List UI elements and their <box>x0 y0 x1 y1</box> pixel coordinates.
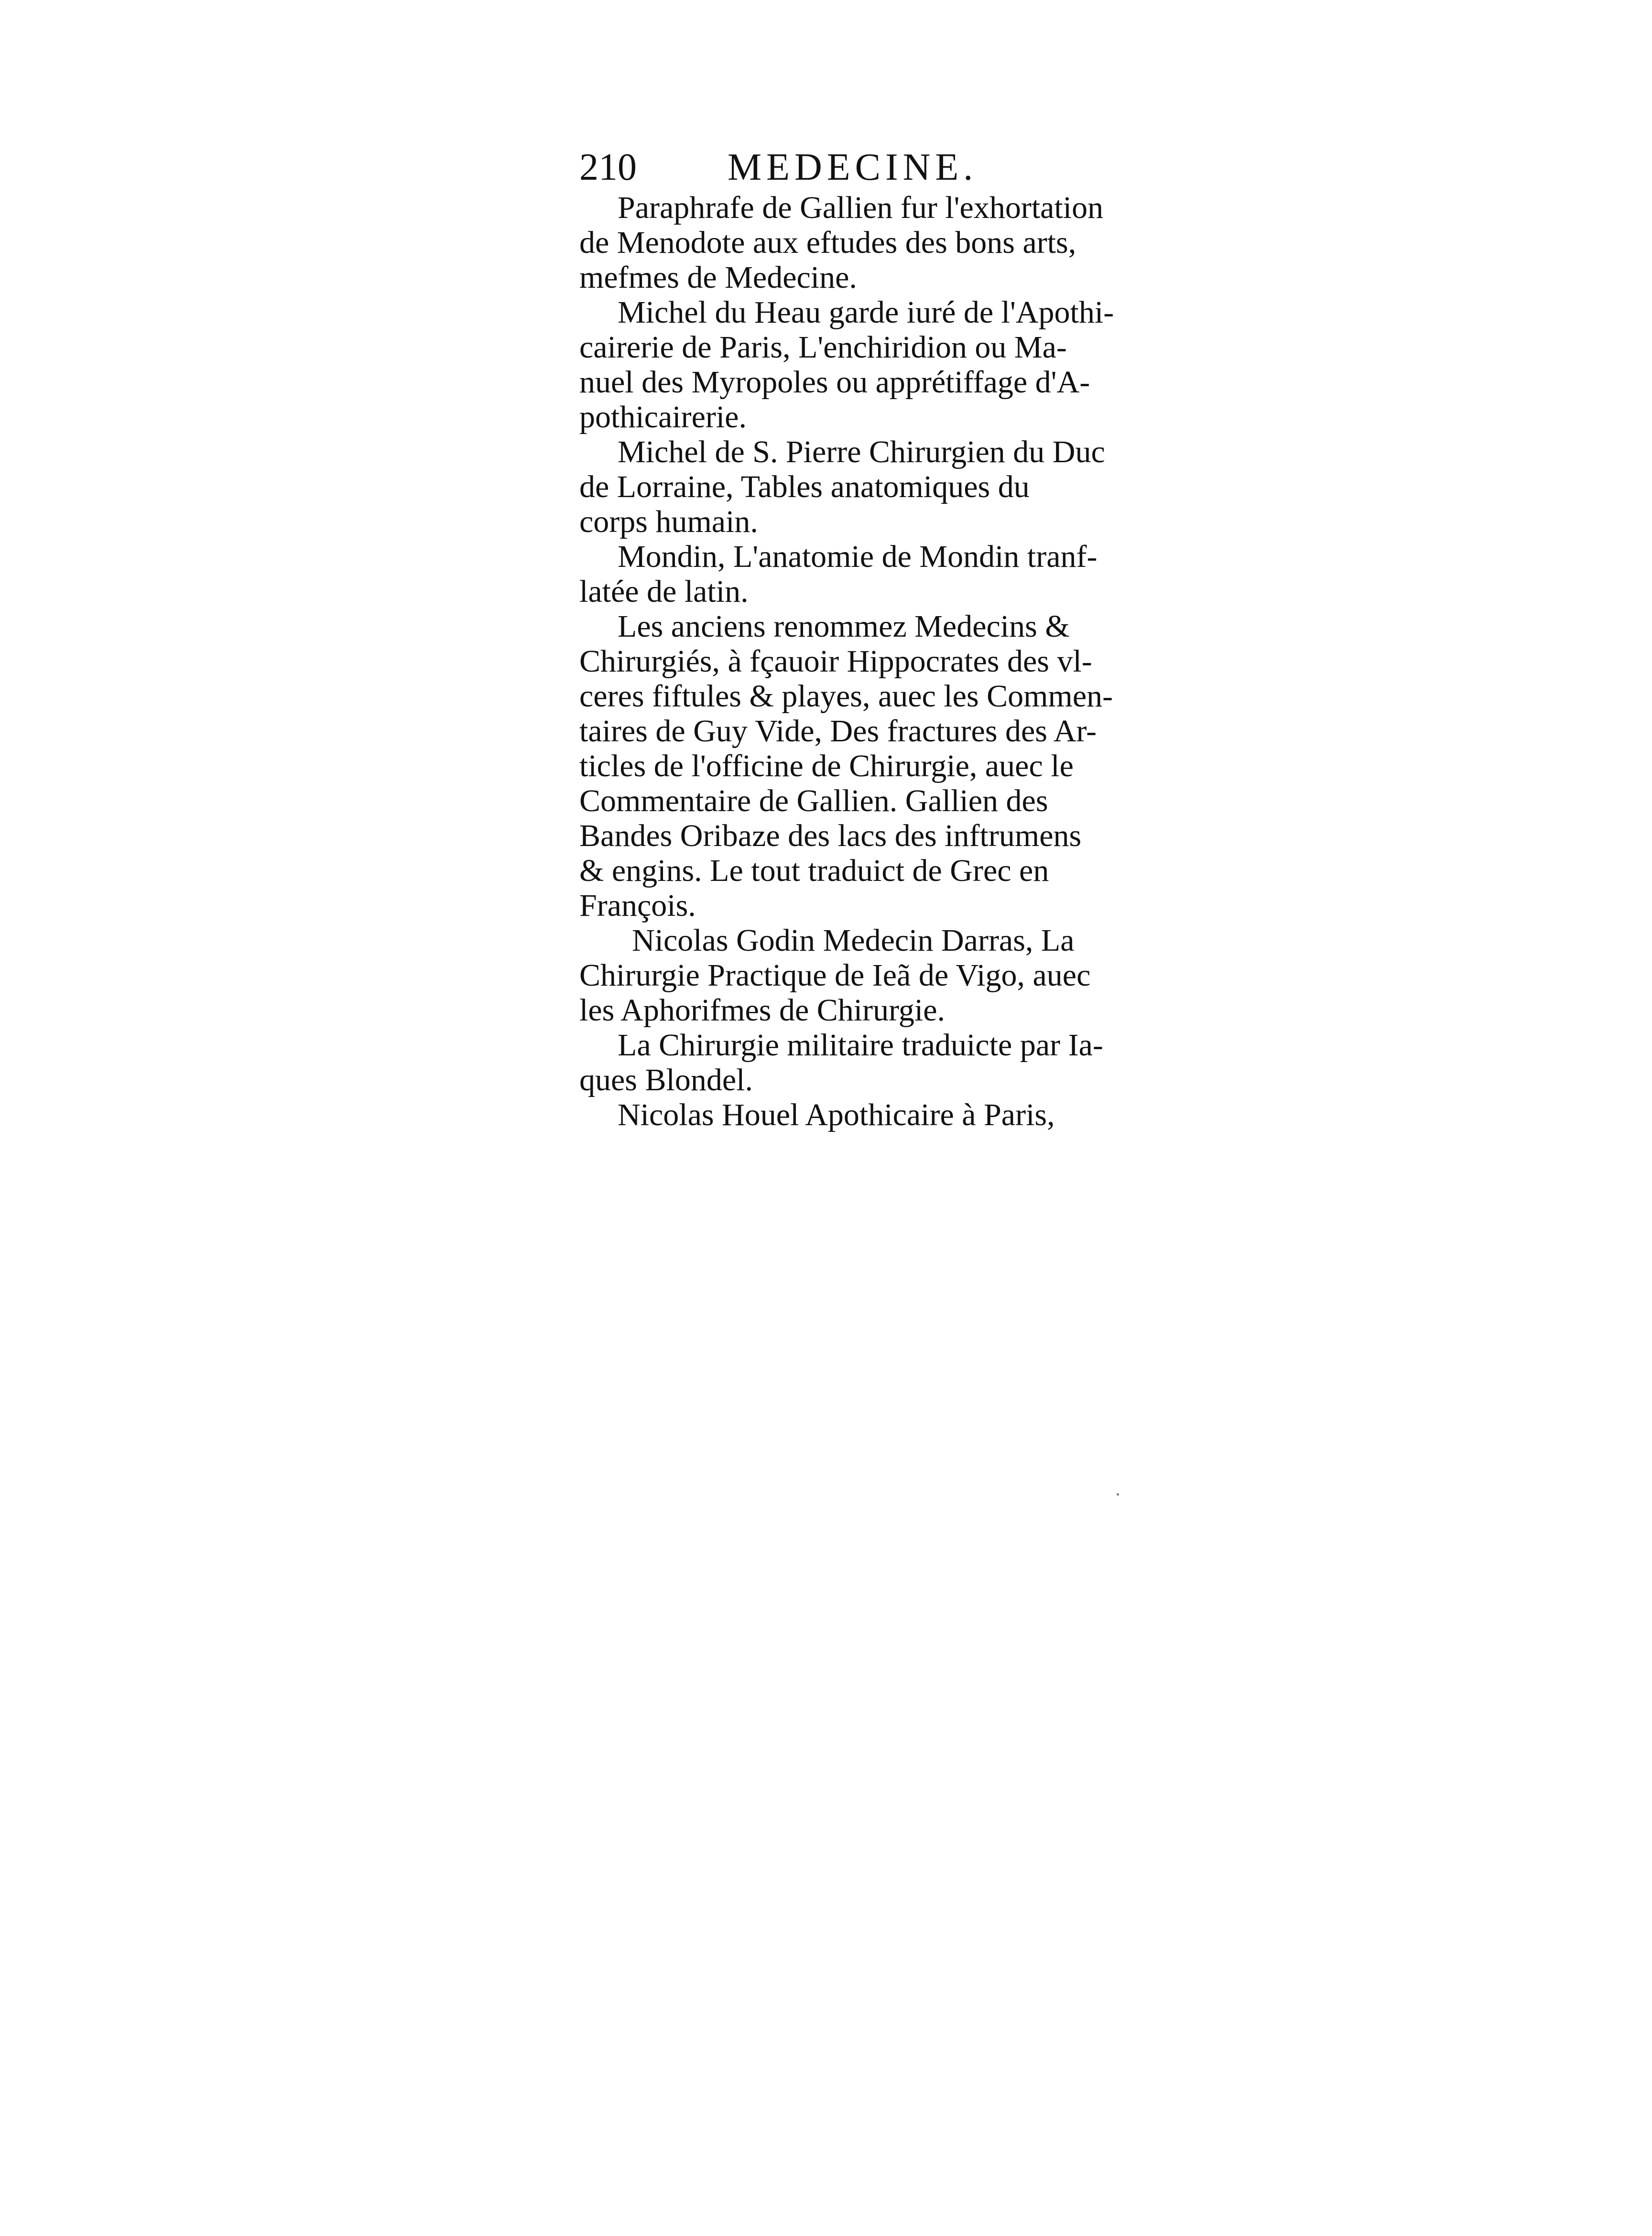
text-line: & engins. Le tout traduict de Grec en <box>579 853 1049 888</box>
text-line: les Aphorifmes de Chirurgie. <box>579 993 945 1028</box>
text-line: de Menodote aux eftudes des bons arts, <box>579 225 1076 260</box>
text-line: pothicairerie. <box>579 400 747 434</box>
text-line: Mondin, L'anatomie de Mondin tranf- <box>618 539 1098 574</box>
text-line: Commentaire de Gallien. Gallien des <box>579 783 1048 818</box>
text-line: François. <box>579 888 696 923</box>
text-line: cairerie de Paris, L'enchiridion ou Ma- <box>579 330 1067 365</box>
page-body <box>579 190 1139 1132</box>
text-line: corps humain. <box>579 504 758 539</box>
text-line: taires de Guy Vide, Des fractures des Ar- <box>579 714 1097 749</box>
text-line: La Chirurgie militaire traduicte par Ia- <box>618 1028 1103 1063</box>
running-head: MEDECINE. <box>728 146 978 188</box>
text-line: ceres fiftules & playes, auec les Commen- <box>579 679 1113 714</box>
text-line: mefmes de Medecine. <box>579 260 857 295</box>
text-line: Chirurgie Practique de Ieã de Vigo, auec <box>579 958 1091 993</box>
text-line: Chirurgiés, à fçauoir Hippocrates des vl- <box>579 644 1092 679</box>
text-line: ticles de l'officine de Chirurgie, auec le <box>579 749 1074 783</box>
page-header <box>579 143 1139 191</box>
text-line: Nicolas Godin Medecin Darras, La <box>632 923 1075 958</box>
page-number: 210 <box>579 146 637 188</box>
text-line: ques Blondel. <box>579 1063 753 1097</box>
text-line: Michel du Heau garde iuré de l'Apothi- <box>618 295 1114 330</box>
text-line: Paraphrafe de Gallien fur l'exhortation <box>618 190 1104 225</box>
paper-speck <box>1117 1493 1119 1496</box>
text-line: Les anciens renommez Medecins & <box>618 609 1070 644</box>
text-line: de Lorraine, Tables anatomiques du <box>579 469 1030 504</box>
text-line: latée de latin. <box>579 574 749 609</box>
text-line: nuel des Myropoles ou apprétiffage d'A- <box>579 365 1090 400</box>
text-line: Bandes Oribaze des lacs des inftrumens <box>579 818 1082 853</box>
text-line: Michel de S. Pierre Chirurgien du Duc <box>618 434 1105 469</box>
text-line: Nicolas Houel Apothicaire à Paris, <box>618 1097 1055 1132</box>
